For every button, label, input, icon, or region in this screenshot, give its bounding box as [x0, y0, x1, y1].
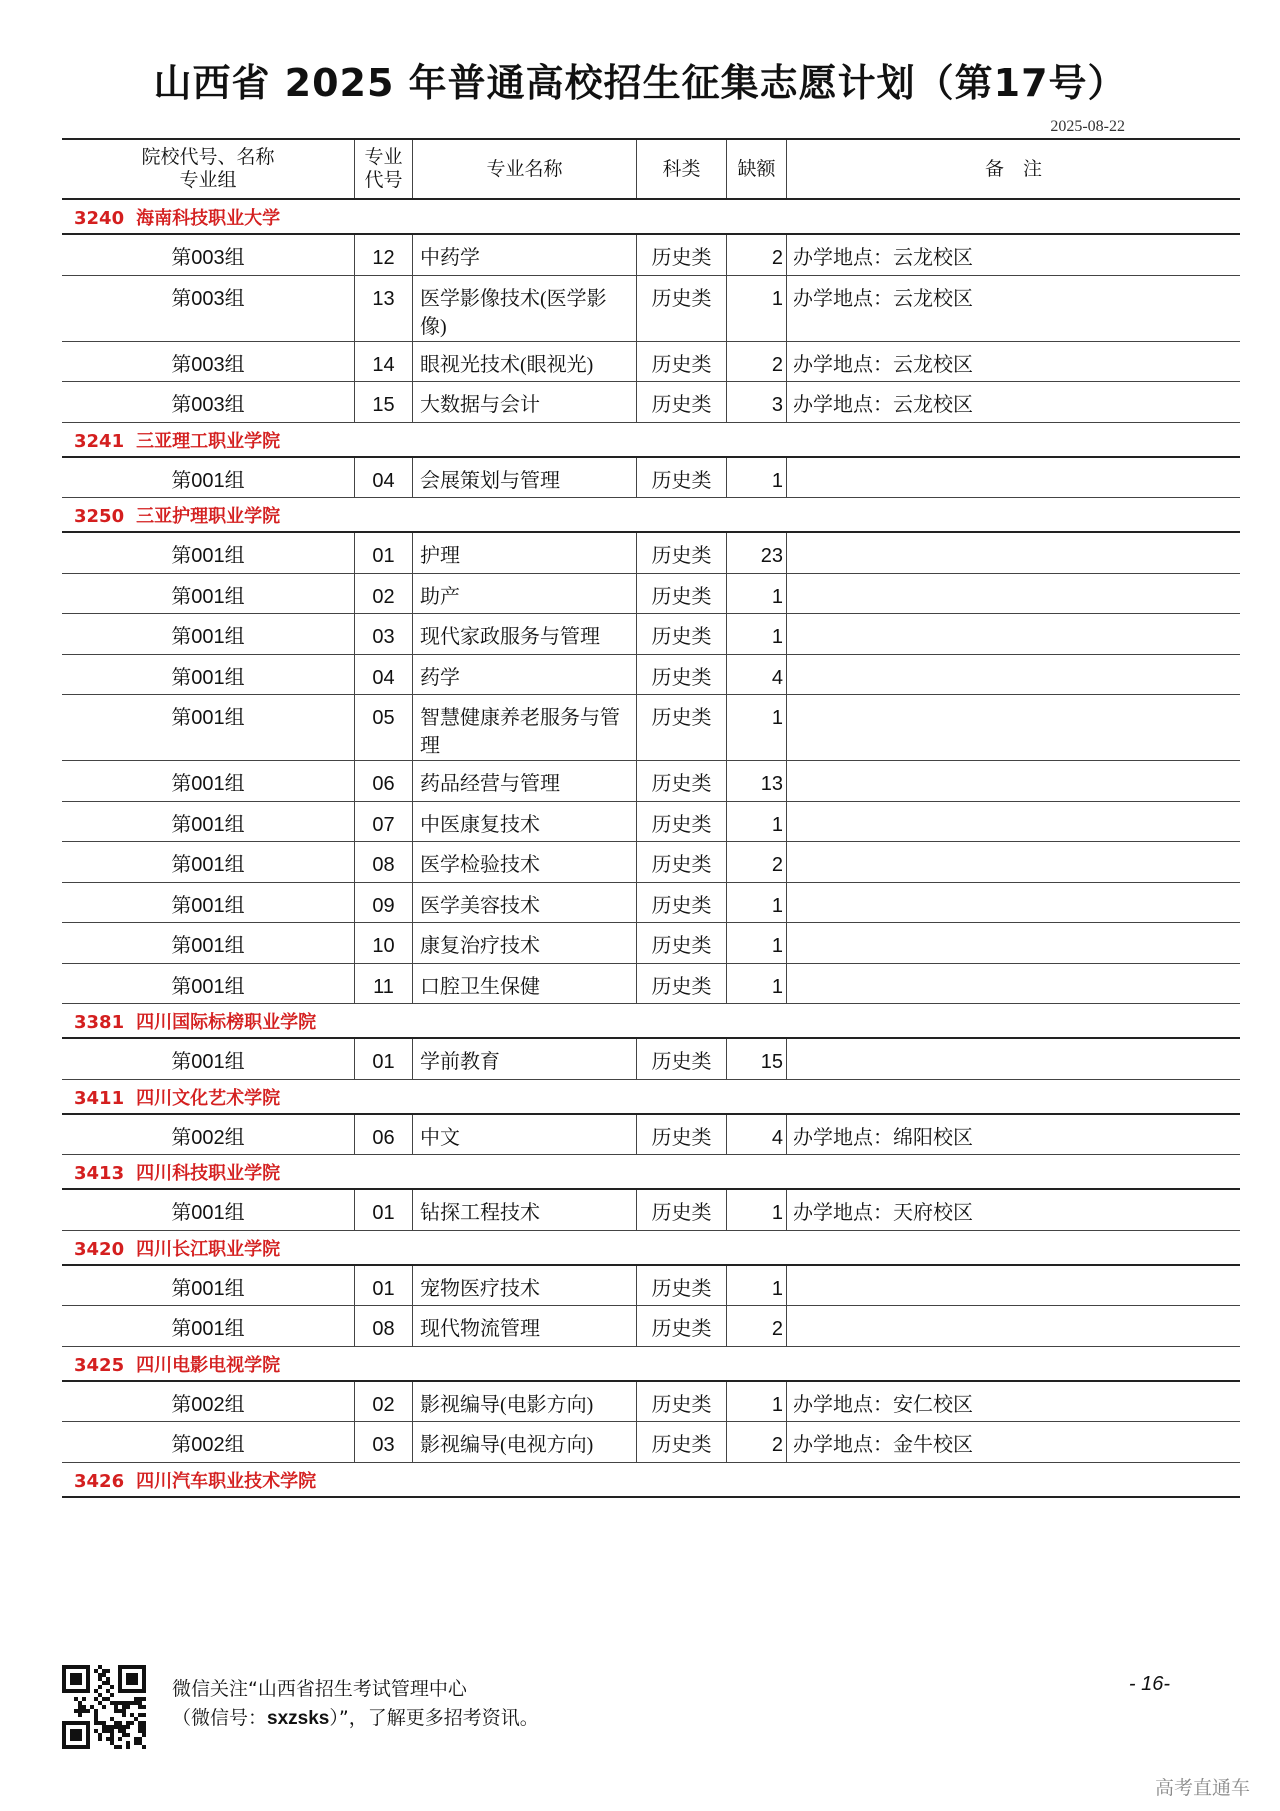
footer-line-2: （微信号：sxzsks）”，了解更多招考资讯。 [172, 1707, 539, 1729]
major-code-cell: 14 [354, 342, 412, 382]
note-cell: 办学地点：安仁校区 [786, 1382, 1240, 1422]
note-cell: 办学地点：云龙校区 [786, 382, 1240, 422]
note-cell: 办学地点：云龙校区 [786, 235, 1240, 275]
note-cell [786, 964, 1240, 1004]
major-code-cell: 11 [354, 964, 412, 1004]
table-row [62, 695, 1240, 761]
major-code-cell: 07 [354, 802, 412, 842]
quota-cell: 2 [726, 842, 786, 882]
major-name-cell: 护理 [412, 533, 636, 573]
major-name-cell: 康复治疗技术 [412, 923, 636, 963]
quota-cell: 2 [726, 1422, 786, 1462]
quota-cell: 1 [726, 1266, 786, 1306]
major-code-cell: 05 [354, 695, 412, 760]
note-cell [786, 533, 1240, 573]
note-cell [786, 1306, 1240, 1346]
institution-name: 三亚理工职业学院 [136, 430, 281, 452]
note-cell: 办学地点：云龙校区 [786, 276, 1240, 341]
institution-row [62, 1231, 1240, 1266]
group-cell: 第001组 [171, 707, 245, 729]
institution-name: 四川国际标榜职业学院 [136, 1012, 317, 1033]
institution-name: 四川汽车职业技术学院 [136, 1470, 317, 1492]
note-cell: 办学地点：云龙校区 [786, 342, 1240, 382]
major-code-cell: 03 [354, 614, 412, 654]
table-row [62, 1382, 1240, 1423]
institution-name: 四川电影电视学院 [136, 1354, 281, 1376]
group-cell: 第001组 [171, 1051, 245, 1073]
group-cell: 第001组 [171, 813, 245, 836]
quota-cell: 23 [726, 533, 786, 573]
table-row [62, 1266, 1240, 1307]
table-header [62, 140, 1240, 200]
major-code-cell: 02 [354, 1382, 412, 1422]
category-cell: 历史类 [636, 761, 726, 801]
wechat-id: sxzsks [267, 1708, 330, 1729]
institution-name: 三亚护理职业学院 [136, 506, 281, 527]
category-cell: 历史类 [636, 1266, 726, 1306]
qr-code-icon [62, 1665, 146, 1749]
institution-title [74, 502, 280, 528]
major-name-cell: 医学影像技术(医学影像) [412, 276, 636, 341]
note-cell [786, 923, 1240, 963]
institution-title [74, 427, 280, 453]
note-cell [786, 802, 1240, 842]
quota-cell: 1 [726, 923, 786, 963]
major-code-cell: 12 [354, 235, 412, 275]
institution-code: 3240 [74, 208, 125, 229]
major-code-cell: 04 [354, 458, 412, 498]
major-name-cell: 药学 [412, 655, 636, 695]
note-cell [786, 1039, 1240, 1079]
watermark: 高考直通车 [1154, 1777, 1250, 1799]
quota-cell: 1 [726, 276, 786, 341]
institution-row [62, 1004, 1240, 1039]
major-code-cell: 03 [354, 1422, 412, 1462]
table-row [62, 802, 1240, 843]
note-cell [786, 458, 1240, 498]
quota-cell: 1 [726, 883, 786, 923]
institution-row [62, 1080, 1240, 1115]
group-cell: 第003组 [171, 353, 245, 376]
note-cell [786, 695, 1240, 760]
major-name-cell: 口腔卫生保健 [412, 964, 636, 1004]
group-cell: 第001组 [171, 469, 245, 492]
major-name-cell: 药品经营与管理 [412, 761, 636, 801]
quota-cell: 1 [726, 1382, 786, 1422]
category-cell: 历史类 [636, 1039, 726, 1079]
institution-code: 3426 [74, 1470, 125, 1492]
category-cell: 历史类 [636, 1382, 726, 1422]
major-code-cell: 01 [354, 533, 412, 573]
major-name-cell: 中医康复技术 [412, 802, 636, 842]
group-cell: 第003组 [171, 287, 245, 310]
category-cell: 历史类 [636, 276, 726, 341]
institution-name: 四川文化艺术学院 [136, 1087, 281, 1109]
header-note: 备 注 [786, 140, 1240, 198]
category-cell: 历史类 [636, 802, 726, 842]
group-cell: 第001组 [171, 1318, 245, 1340]
major-code-cell: 06 [354, 1115, 412, 1155]
major-code-cell: 08 [354, 842, 412, 882]
category-cell: 历史类 [636, 235, 726, 275]
major-name-cell: 助产 [412, 574, 636, 614]
institution-code: 3411 [74, 1087, 125, 1109]
major-code-cell: 09 [354, 883, 412, 923]
table-row [62, 342, 1240, 383]
enrollment-table [62, 138, 1240, 1498]
category-cell: 历史类 [636, 533, 726, 573]
institution-name: 四川科技职业学院 [136, 1163, 281, 1184]
institution-row [62, 498, 1240, 533]
header-group: 院校代号、名称 专业组 [141, 146, 275, 191]
major-name-cell: 现代物流管理 [412, 1306, 636, 1346]
institution-name: 四川长江职业学院 [136, 1238, 281, 1260]
institution-row [62, 423, 1240, 458]
major-code-cell: 01 [354, 1039, 412, 1079]
major-name-cell: 会展策划与管理 [412, 458, 636, 498]
quota-cell: 13 [726, 761, 786, 801]
note-cell: 办学地点：金牛校区 [786, 1422, 1240, 1462]
quota-cell: 1 [726, 458, 786, 498]
major-name-cell: 中文 [412, 1115, 636, 1155]
institution-code: 3250 [74, 506, 125, 527]
major-code-cell: 01 [354, 1266, 412, 1306]
group-cell: 第001组 [171, 773, 245, 795]
table-body [62, 200, 1240, 1498]
category-cell: 历史类 [636, 964, 726, 1004]
header-major-name: 专业名称 [412, 140, 636, 198]
group-cell: 第001组 [171, 1202, 245, 1224]
note-cell [786, 842, 1240, 882]
institution-title [74, 1467, 316, 1493]
page-footer [62, 1665, 1240, 1755]
category-cell: 历史类 [636, 1306, 726, 1346]
note-cell [786, 761, 1240, 801]
group-cell: 第002组 [171, 1434, 245, 1456]
quota-cell: 1 [726, 614, 786, 654]
major-code-cell: 13 [354, 276, 412, 341]
table-row [62, 1190, 1240, 1231]
note-cell [786, 574, 1240, 614]
major-name-cell: 影视编导(电视方向) [412, 1422, 636, 1462]
group-cell: 第001组 [171, 585, 245, 608]
major-name-cell: 学前教育 [412, 1039, 636, 1079]
group-cell: 第003组 [171, 394, 245, 416]
category-cell: 历史类 [636, 382, 726, 422]
page-title: 山西省 2025 年普通高校招生征集志愿计划（第17号） [153, 61, 1127, 105]
institution-title [74, 1008, 316, 1034]
institution-name: 海南科技职业大学 [136, 208, 281, 229]
group-cell: 第001组 [171, 894, 245, 917]
institution-row [62, 1347, 1240, 1382]
group-cell: 第003组 [171, 247, 245, 269]
table-row [62, 1306, 1240, 1347]
quota-cell: 4 [726, 655, 786, 695]
header-category: 科类 [636, 140, 726, 198]
institution-code: 3420 [74, 1238, 125, 1260]
category-cell: 历史类 [636, 1115, 726, 1155]
table-row [62, 923, 1240, 964]
major-code-cell: 15 [354, 382, 412, 422]
quota-cell: 2 [726, 342, 786, 382]
table-row [62, 235, 1240, 276]
major-name-cell: 医学美容技术 [412, 883, 636, 923]
group-cell: 第001组 [171, 666, 245, 689]
table-row [62, 655, 1240, 696]
category-cell: 历史类 [636, 842, 726, 882]
group-cell: 第001组 [171, 1277, 245, 1300]
table-row [62, 276, 1240, 342]
page-number: - 16- [1128, 1673, 1170, 1695]
header-major-code: 专业 代号 [354, 140, 412, 198]
note-cell: 办学地点：天府校区 [786, 1190, 1240, 1230]
table-row [62, 883, 1240, 924]
institution-title [74, 1084, 280, 1110]
institution-row [62, 200, 1240, 235]
category-cell: 历史类 [636, 1190, 726, 1230]
note-cell [786, 883, 1240, 923]
table-row [62, 761, 1240, 802]
table-row [62, 574, 1240, 615]
institution-code: 3381 [74, 1012, 125, 1033]
note-cell [786, 655, 1240, 695]
category-cell: 历史类 [636, 574, 726, 614]
category-cell: 历史类 [636, 923, 726, 963]
category-cell: 历史类 [636, 614, 726, 654]
category-cell: 历史类 [636, 695, 726, 760]
group-cell: 第001组 [171, 935, 245, 957]
major-code-cell: 02 [354, 574, 412, 614]
group-cell: 第002组 [171, 1126, 245, 1149]
institution-row [62, 1463, 1240, 1498]
major-name-cell: 智慧健康养老服务与管理 [412, 695, 636, 760]
major-code-cell: 06 [354, 761, 412, 801]
table-row [62, 382, 1240, 423]
note-cell [786, 1266, 1240, 1306]
institution-title [74, 1159, 280, 1185]
table-row [62, 842, 1240, 883]
major-name-cell: 大数据与会计 [412, 382, 636, 422]
major-name-cell: 影视编导(电影方向) [412, 1382, 636, 1422]
quota-cell: 2 [726, 235, 786, 275]
quota-cell: 3 [726, 382, 786, 422]
quota-cell: 2 [726, 1306, 786, 1346]
category-cell: 历史类 [636, 458, 726, 498]
group-cell: 第001组 [171, 975, 245, 998]
quota-cell: 4 [726, 1115, 786, 1155]
note-cell [786, 614, 1240, 654]
quota-cell: 1 [726, 695, 786, 760]
category-cell: 历史类 [636, 655, 726, 695]
table-row [62, 1115, 1240, 1156]
table-row [62, 614, 1240, 655]
institution-code: 3413 [74, 1163, 125, 1184]
table-row [62, 533, 1240, 574]
category-cell: 历史类 [636, 1422, 726, 1462]
major-code-cell: 10 [354, 923, 412, 963]
table-row [62, 1039, 1240, 1080]
publish-date: 2025-08-22 [1050, 118, 1125, 135]
institution-code: 3241 [74, 430, 125, 452]
major-code-cell: 04 [354, 655, 412, 695]
major-name-cell: 现代家政服务与管理 [412, 614, 636, 654]
major-name-cell: 眼视光技术(眼视光) [412, 342, 636, 382]
quota-cell: 15 [726, 1039, 786, 1079]
quota-cell: 1 [726, 802, 786, 842]
institution-title [74, 1235, 280, 1261]
institution-row [62, 1155, 1240, 1190]
group-cell: 第002组 [171, 1393, 245, 1416]
institution-title [74, 204, 280, 230]
major-code-cell: 08 [354, 1306, 412, 1346]
category-cell: 历史类 [636, 342, 726, 382]
table-row [62, 458, 1240, 499]
major-name-cell: 钻探工程技术 [412, 1190, 636, 1230]
institution-code: 3425 [74, 1354, 125, 1376]
footer-line-1: 微信关注“山西省招生考试管理中心 [172, 1678, 467, 1700]
table-row [62, 964, 1240, 1005]
major-name-cell: 中药学 [412, 235, 636, 275]
note-cell: 办学地点：绵阳校区 [786, 1115, 1240, 1155]
header-quota: 缺额 [726, 140, 786, 198]
major-name-cell: 医学检验技术 [412, 842, 636, 882]
group-cell: 第001组 [171, 545, 245, 567]
group-cell: 第001组 [171, 626, 245, 648]
quota-cell: 1 [726, 574, 786, 614]
quota-cell: 1 [726, 1190, 786, 1230]
category-cell: 历史类 [636, 883, 726, 923]
major-code-cell: 01 [354, 1190, 412, 1230]
institution-title [74, 1351, 280, 1377]
quota-cell: 1 [726, 964, 786, 1004]
table-row [62, 1422, 1240, 1463]
major-name-cell: 宠物医疗技术 [412, 1266, 636, 1306]
group-cell: 第001组 [171, 854, 245, 876]
footer-text [172, 1675, 539, 1733]
